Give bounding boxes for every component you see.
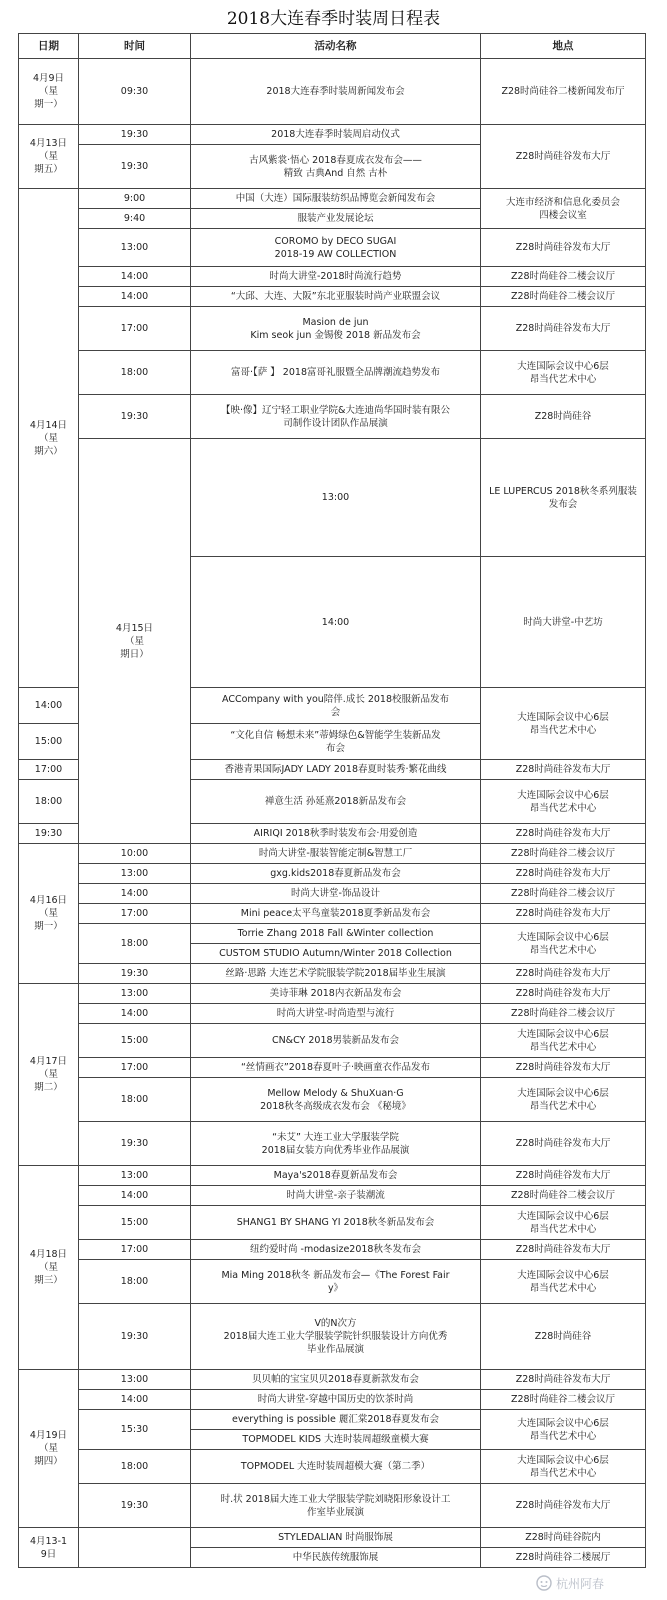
- time-cell: 19:30: [79, 145, 191, 189]
- table-row: [19, 189, 646, 209]
- activity-cell: [191, 1122, 481, 1166]
- table-row: [19, 125, 646, 145]
- location-text: Z28时尚硅谷发布大厅: [515, 1138, 611, 1149]
- activity-name: TOPMODEL 大连时装周超模大赛（第二季）: [240, 1461, 431, 1472]
- location-text: Z28时尚硅谷发布大厅: [515, 968, 611, 979]
- table-row: [19, 1166, 646, 1186]
- location-cell: [481, 844, 646, 864]
- activity-cell: [191, 1260, 481, 1304]
- date-cell: [19, 1370, 79, 1528]
- activity-name: 禅意生活 孙延熹2018新品发布会: [264, 796, 407, 807]
- activity-cell: [191, 984, 481, 1004]
- activity-name: “丝情画衣”2018春夏叶子·映画童衣作品发布: [240, 1062, 431, 1073]
- activity-cell: [191, 688, 481, 724]
- location-cell: [481, 780, 646, 824]
- activity-name: 古风紫裳·悟心 2018春夏成衣发布会—— 精致 古典And 自然 古朴: [249, 154, 422, 179]
- activity-name: COROMO by DECO SUGAI 2018-19 AW COLLECTION: [274, 235, 397, 260]
- location-cell: [481, 1166, 646, 1186]
- activity-cell: [191, 145, 481, 189]
- location-text: Z28时尚硅谷发布大厅: [515, 1062, 611, 1073]
- activity-name: V的N次方 2018届大连工业大学服装学院针织服装设计方向优秀 毕业作品展演: [223, 1318, 448, 1355]
- activity-cell: [191, 287, 481, 307]
- time-cell: [79, 1528, 191, 1568]
- activity-cell: [191, 1430, 481, 1450]
- location-cell: [481, 1548, 646, 1568]
- table-row: [19, 1450, 646, 1484]
- location-text: Z28时尚硅谷二楼会议厅: [510, 888, 616, 899]
- activity-cell: [191, 1206, 481, 1240]
- watermark-text: 杭州阿春: [556, 1576, 605, 1591]
- activity-cell: [191, 1528, 481, 1548]
- activity-name: “文化自信 畅想未来”蒂姆绿色&智能学生装新品发 布会: [230, 729, 441, 754]
- activity-cell: [191, 267, 481, 287]
- location-cell: [481, 1528, 646, 1548]
- location-cell: [481, 904, 646, 924]
- activity-cell: [191, 125, 481, 145]
- time-cell: 19:30: [79, 964, 191, 984]
- activity-name: 时尚大讲堂-服装智能定制&智慧工厂: [258, 848, 413, 859]
- location-cell: [481, 1370, 646, 1390]
- activity-name: 服装产业发展论坛: [297, 213, 374, 224]
- activity-name: 中国（大连）国际服装纺织品博览会新闻发布会: [235, 193, 436, 204]
- location-text: 大连国际会议中心6层 昂当代艺术中心: [517, 1417, 609, 1442]
- activity-name: CUSTOM STUDIO Autumn/Winter 2018 Collection: [219, 948, 452, 959]
- location-cell: [481, 824, 646, 844]
- location-cell: [481, 59, 646, 125]
- location-text: Z28时尚硅谷二楼会议厅: [510, 1394, 616, 1405]
- activity-cell: [191, 844, 481, 864]
- location-cell: [481, 307, 646, 351]
- schedule-table: [18, 33, 646, 1568]
- activity-cell: [191, 209, 481, 229]
- date-cell: [19, 1528, 79, 1568]
- activity-cell: [191, 824, 481, 844]
- activity-name: LE LUPERCUS 2018秋冬系列服装发布会: [489, 485, 637, 510]
- location-cell: [481, 1260, 646, 1304]
- location-text: Z28时尚硅谷发布大厅: [515, 1500, 611, 1511]
- location-text: Z28时尚硅谷发布大厅: [515, 242, 611, 253]
- activity-cell: [481, 439, 646, 557]
- date-text: 4月19日 （星 期四）: [29, 1430, 68, 1467]
- table-row: [19, 884, 646, 904]
- location-text: 大连国际会议中心6层 昂当代艺术中心: [517, 1087, 609, 1112]
- table-row: [19, 1528, 646, 1548]
- location-cell: [481, 287, 646, 307]
- time-cell: 13:00: [79, 1370, 191, 1390]
- location-text: Z28时尚硅谷发布大厅: [515, 1374, 611, 1385]
- date-cell: [79, 439, 191, 844]
- table-row: [19, 1186, 646, 1206]
- activity-name: 丝路·思路 大连艺术学院服装学院2018届毕业生展演: [225, 968, 446, 979]
- time-cell: 18:00: [19, 780, 79, 824]
- table-row: [19, 964, 646, 984]
- date-text: 4月13日 （星 期五）: [29, 138, 68, 175]
- activity-cell: [191, 724, 481, 760]
- activity-name: 香港青果国际JADY LADY 2018春夏时装秀·繁花曲线: [224, 764, 447, 775]
- table-row: [19, 1004, 646, 1024]
- activity-name: SHANG1 BY SHANG YI 2018秋冬新品发布会: [236, 1217, 435, 1228]
- activity-name: Mia Ming 2018秋冬 新品发布会—《The Forest Fair y》: [221, 1269, 450, 1294]
- activity-name: 2018大连春季时装周新闻发布会: [266, 86, 405, 97]
- location-cell: [481, 1484, 646, 1528]
- activity-cell: [191, 1484, 481, 1528]
- date-text: 4月14日 （星 期六）: [29, 419, 68, 457]
- activity-cell: [191, 924, 481, 944]
- activity-name: gxg.kids2018春夏新品发布会: [270, 868, 401, 879]
- activity-cell: [191, 351, 481, 395]
- activity-name: 时尚大讲堂-时尚造型与流行: [276, 1008, 395, 1019]
- time-cell: 9:40: [79, 209, 191, 229]
- location-text: 大连国际会议中心6层 昂当代艺术中心: [517, 789, 609, 814]
- time-cell: 14:00: [19, 688, 79, 724]
- table-row: [19, 864, 646, 884]
- location-text: Z28时尚硅谷发布大厅: [515, 1244, 611, 1255]
- time-cell: 15:30: [79, 1410, 191, 1450]
- location-text: Z28时尚硅谷发布大厅: [515, 1170, 611, 1181]
- table-row: [19, 1240, 646, 1260]
- table-row: [19, 1304, 646, 1370]
- location-text: Z28时尚硅谷: [534, 1331, 592, 1342]
- activity-cell: [191, 189, 481, 209]
- activity-cell: [191, 964, 481, 984]
- date-text: 4月15日 （星 期日）: [115, 622, 154, 660]
- location-text: 大连国际会议中心6层 昂当代艺术中心: [517, 1454, 609, 1479]
- location-text: Z28时尚硅谷二楼新闻发布厅: [501, 86, 625, 97]
- table-row: [19, 287, 646, 307]
- activity-cell: [481, 557, 646, 688]
- time-cell: 18:00: [79, 1260, 191, 1304]
- header-location: 地点: [481, 34, 646, 59]
- activity-name: TOPMODEL KIDS 大连时装周超级童模大赛: [242, 1434, 429, 1445]
- location-text: 大连国际会议中心6层 昂当代艺术中心: [517, 1028, 609, 1053]
- activity-cell: [191, 1410, 481, 1430]
- location-cell: [481, 189, 646, 229]
- location-text: Z28时尚硅谷院内: [525, 1532, 601, 1543]
- activity-cell: [191, 1304, 481, 1370]
- activity-name: ACCompany with you陪伴.成长 2018校服新品发布 会: [221, 693, 450, 718]
- time-cell: 14:00: [79, 287, 191, 307]
- activity-cell: [191, 760, 481, 780]
- watermark: [532, 1572, 608, 1594]
- location-cell: [481, 395, 646, 439]
- table-row: [19, 229, 646, 267]
- activity-cell: [191, 59, 481, 125]
- location-text: Z28时尚硅谷发布大厅: [515, 988, 611, 999]
- table-row: [19, 351, 646, 395]
- location-cell: [481, 1058, 646, 1078]
- activity-cell: [191, 1186, 481, 1206]
- activity-name: AIRIQI 2018秋季时装发布会·用爱创造: [253, 828, 418, 839]
- table-row: [19, 1122, 646, 1166]
- table-row: [19, 1024, 646, 1058]
- time-cell: 13:00: [79, 1166, 191, 1186]
- time-cell: 9:00: [79, 189, 191, 209]
- location-text: 大连国际会议中心6层 昂当代艺术中心: [517, 931, 609, 956]
- date-text: 4月17日 （星 期二）: [29, 1056, 68, 1093]
- table-row: [19, 1390, 646, 1410]
- location-text: Z28时尚硅谷发布大厅: [515, 868, 611, 879]
- activity-name: 时尚大讲堂-2018时尚流行趋势: [269, 271, 402, 282]
- header-activity: 活动名称: [191, 34, 481, 59]
- date-text: 4月18日 （星 期三）: [29, 1249, 68, 1286]
- time-cell: 18:00: [79, 351, 191, 395]
- date-cell: [19, 189, 79, 688]
- time-cell: 19:30: [19, 824, 79, 844]
- time-cell: 13:00: [191, 439, 481, 557]
- time-cell: 17:00: [79, 1240, 191, 1260]
- activity-cell: [191, 1166, 481, 1186]
- time-cell: 14:00: [79, 267, 191, 287]
- location-text: Z28时尚硅谷二楼会议厅: [510, 291, 616, 302]
- location-cell: [481, 1206, 646, 1240]
- activity-name: everything is possible 麗汇棠2018春夏发布会: [232, 1414, 439, 1425]
- activity-name: 美诗菲琳 2018内衣新品发布会: [269, 988, 402, 999]
- table-row: [19, 1370, 646, 1390]
- location-cell: [481, 351, 646, 395]
- activity-cell: [191, 1548, 481, 1568]
- time-cell: 17:00: [19, 760, 79, 780]
- location-text: 大连市经济和信息化委员会 四楼会议室: [505, 196, 620, 221]
- activity-name: Mellow Melody & ShuXuan·G 2018秋冬高级成衣发布会 《秘境》: [260, 1087, 411, 1112]
- location-text: Z28时尚硅谷二楼会议厅: [510, 848, 616, 859]
- activity-name: Torrie Zhang 2018 Fall &Winter collection: [237, 928, 434, 939]
- location-text: Z28时尚硅谷发布大厅: [515, 828, 611, 839]
- location-text: 大连国际会议中心6层 昂当代艺术中心: [517, 1269, 609, 1294]
- location-cell: [481, 1240, 646, 1260]
- activity-cell: [191, 1078, 481, 1122]
- location-cell: [481, 760, 646, 780]
- time-cell: 14:00: [79, 884, 191, 904]
- location-text: 大连国际会议中心6层 昂当代艺术中心: [517, 1210, 609, 1235]
- table-row: [19, 307, 646, 351]
- activity-cell: [191, 395, 481, 439]
- location-cell: [481, 984, 646, 1004]
- header-time: 时间: [79, 34, 191, 59]
- activity-cell: [191, 1004, 481, 1024]
- location-cell: [481, 964, 646, 984]
- table-header-row: [19, 34, 646, 59]
- time-cell: 17:00: [79, 1058, 191, 1078]
- activity-name: 富哥·【萨 】 2018富哥礼服暨全品牌潮流趋势发布: [231, 367, 440, 378]
- table-row: [19, 395, 646, 439]
- activity-cell: [191, 307, 481, 351]
- activity-name: 时.状 2018届大连工业大学服装学院刘晓阳形象设计工 作室毕业展演: [220, 1493, 451, 1518]
- location-cell: [481, 267, 646, 287]
- location-cell: [481, 229, 646, 267]
- time-cell: 15:00: [79, 1206, 191, 1240]
- table-row: [19, 267, 646, 287]
- time-cell: 15:00: [79, 1024, 191, 1058]
- time-cell: 14:00: [79, 1390, 191, 1410]
- wechat-icon: [536, 1575, 552, 1591]
- location-cell: [481, 924, 646, 964]
- time-cell: 10:00: [79, 844, 191, 864]
- activity-name: 中华民族传统服饰展: [292, 1552, 379, 1563]
- time-cell: 18:00: [79, 1078, 191, 1122]
- activity-name: 【映·像】辽宁轻工职业学院&大连迪尚华国时装有限公 司制作设计团队作品展演: [221, 404, 450, 429]
- activity-name: 纽约爱时尚 -modasize2018秋冬发布会: [250, 1244, 421, 1255]
- date-cell: [19, 59, 79, 125]
- activity-cell: [191, 1024, 481, 1058]
- location-cell: [481, 1390, 646, 1410]
- schedule-title: 2018大连春季时装周日程表: [226, 8, 441, 29]
- location-text: Z28时尚硅谷二楼会议厅: [510, 271, 616, 282]
- table-row: [19, 924, 646, 944]
- time-cell: 17:00: [79, 904, 191, 924]
- time-cell: 09:30: [79, 59, 191, 125]
- time-cell: 18:00: [79, 924, 191, 964]
- activity-cell: [191, 904, 481, 924]
- location-text: Z28时尚硅谷二楼会议厅: [510, 1008, 616, 1019]
- activity-name: “未艾” 大连工业大学服装学院 2018届女装方向优秀毕业作品展演: [261, 1131, 410, 1156]
- location-cell: [481, 1024, 646, 1058]
- table-row: [19, 439, 646, 557]
- location-cell: [481, 125, 646, 189]
- date-cell: [19, 125, 79, 189]
- date-cell: [19, 984, 79, 1166]
- activity-cell: [191, 1370, 481, 1390]
- location-cell: [481, 884, 646, 904]
- activity-cell: [191, 944, 481, 964]
- table-row: [19, 1260, 646, 1304]
- activity-name: Mini peace太平鸟童装2018夏季新品发布会: [240, 908, 431, 919]
- activity-cell: [191, 1240, 481, 1260]
- activity-name: 2018大连春季时装周启动仪式: [271, 129, 400, 140]
- activity-cell: [191, 229, 481, 267]
- location-text: Z28时尚硅谷二楼展厅: [515, 1552, 611, 1563]
- location-text: Z28时尚硅谷: [534, 411, 592, 422]
- table-row: [19, 844, 646, 864]
- location-text: Z28时尚硅谷发布大厅: [515, 323, 611, 334]
- time-cell: 19:30: [79, 1122, 191, 1166]
- location-cell: [481, 1410, 646, 1450]
- activity-name: STYLEDALIAN 时尚服饰展: [278, 1532, 393, 1543]
- activity-cell: [191, 864, 481, 884]
- time-cell: 13:00: [79, 229, 191, 267]
- time-cell: 19:30: [79, 395, 191, 439]
- time-cell: 14:00: [79, 1186, 191, 1206]
- location-cell: [481, 1078, 646, 1122]
- activity-name: 时尚大讲堂-亲子装潮流: [286, 1190, 385, 1201]
- location-cell: [481, 864, 646, 884]
- table-row: [19, 1078, 646, 1122]
- activity-cell: [191, 884, 481, 904]
- time-cell: 13:00: [79, 984, 191, 1004]
- activity-name: Maya's2018春夏新品发布会: [273, 1170, 398, 1181]
- activity-cell: [191, 1058, 481, 1078]
- date-text: 4月9日 （星 期一）: [32, 73, 65, 110]
- activity-name: Masion de jun Kim seok jun 金锡俊 2018 新品发布会: [250, 316, 421, 341]
- location-text: Z28时尚硅谷发布大厅: [515, 151, 611, 162]
- location-text: Z28时尚硅谷发布大厅: [515, 908, 611, 919]
- activity-name: 时尚大讲堂-穿越中国历史的饮茶时尚: [257, 1394, 414, 1405]
- activity-name: 贝贝帕的宝宝贝贝2018春夏新款发布会: [252, 1374, 419, 1385]
- activity-name: CN&CY 2018男装新品发布会: [271, 1035, 400, 1046]
- location-cell: [481, 1122, 646, 1166]
- location-cell: [481, 1450, 646, 1484]
- time-cell: 14:00: [191, 557, 481, 688]
- date-cell: [19, 844, 79, 984]
- location-cell: [481, 1004, 646, 1024]
- time-cell: 19:30: [79, 125, 191, 145]
- activity-name: 时尚大讲堂-饰品设计: [291, 888, 380, 899]
- date-text: 4月13-1 9日: [29, 1535, 68, 1560]
- location-cell: [481, 688, 646, 760]
- activity-cell: [191, 1450, 481, 1484]
- activity-name: “大邱、大连、大阪”东北亚服装时尚产业联盟会议: [230, 291, 441, 302]
- table-row: [19, 1058, 646, 1078]
- activity-name: 时尚大讲堂-中艺坊: [523, 616, 603, 628]
- table-row: [19, 904, 646, 924]
- location-text: Z28时尚硅谷发布大厅: [515, 764, 611, 775]
- time-cell: 17:00: [79, 307, 191, 351]
- table-row: [19, 1410, 646, 1430]
- table-row: [19, 1206, 646, 1240]
- time-cell: 19:30: [79, 1304, 191, 1370]
- table-row: [19, 984, 646, 1004]
- location-text: 大连国际会议中心6层 昂当代艺术中心: [517, 711, 609, 736]
- time-cell: 14:00: [79, 1004, 191, 1024]
- location-text: 大连国际会议中心6层 昂当代艺术中心: [517, 360, 609, 385]
- location-cell: [481, 1186, 646, 1206]
- activity-cell: [191, 1390, 481, 1410]
- location-cell: [481, 1304, 646, 1370]
- header-date: 日期: [19, 34, 79, 59]
- table-row: [19, 59, 646, 125]
- activity-cell: [191, 780, 481, 824]
- time-cell: 13:00: [79, 864, 191, 884]
- date-text: 4月16日 （星 期一）: [29, 895, 68, 932]
- time-cell: 18:00: [79, 1450, 191, 1484]
- time-cell: 15:00: [19, 724, 79, 760]
- location-text: Z28时尚硅谷二楼会议厅: [510, 1190, 616, 1201]
- table-row: [19, 1484, 646, 1528]
- date-cell: [19, 1166, 79, 1370]
- time-cell: 19:30: [79, 1484, 191, 1528]
